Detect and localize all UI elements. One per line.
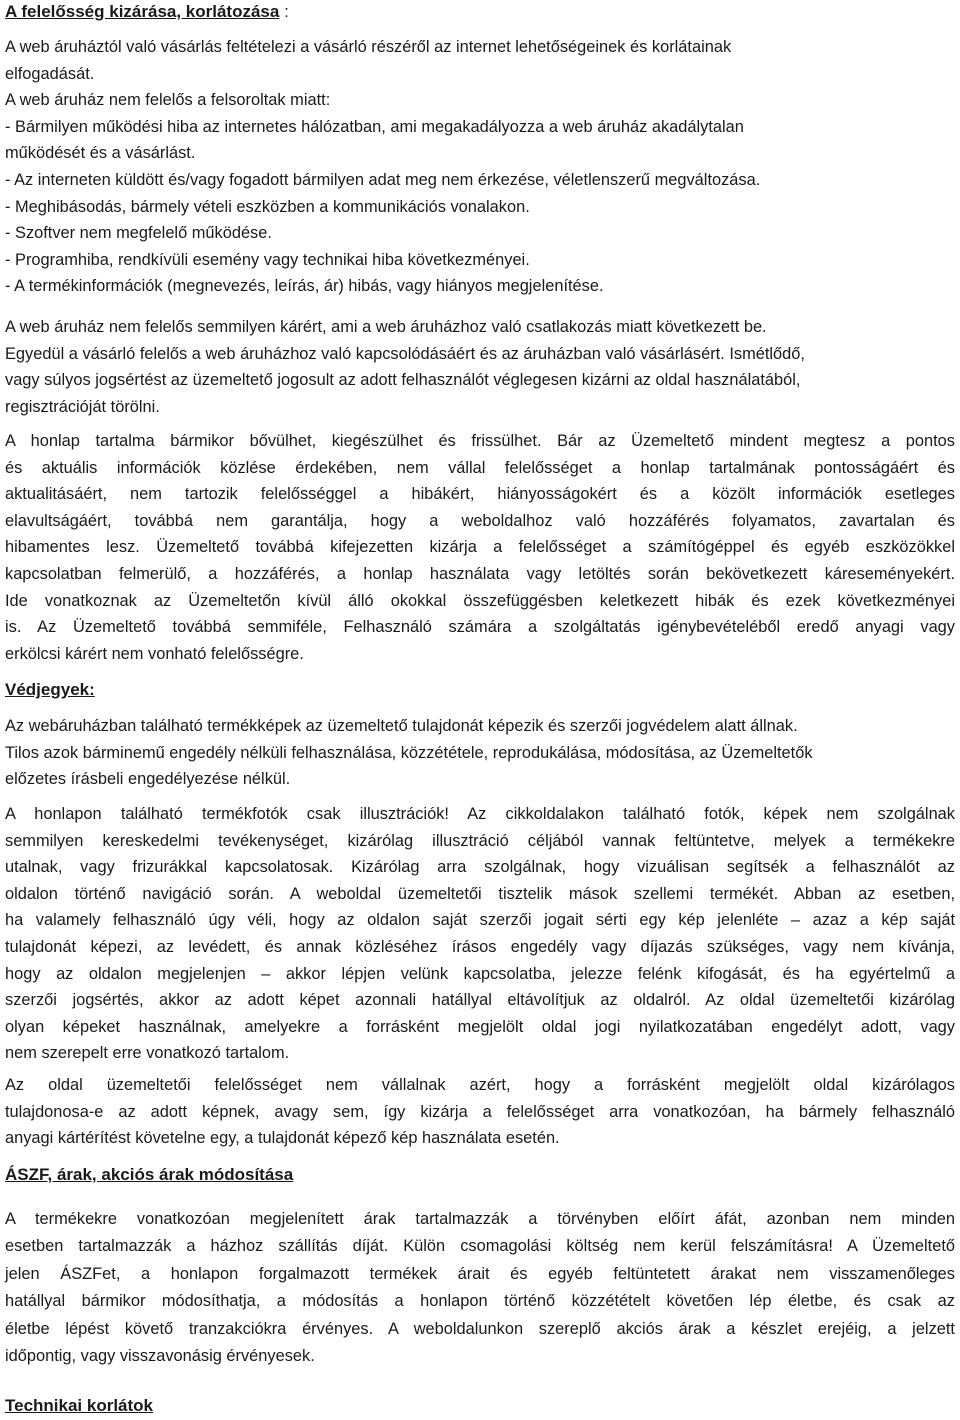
- section-heading-trademarks: [5, 680, 95, 700]
- text-line: hogy az oldalon megjelenjen – akkor lépjen velünk kapcsolatba, jelezze felénk kifogását, és ha egyértelmű a: [5, 964, 955, 983]
- text-line: ha valamely felhasználó úgy véli, hogy az oldalon saját szerzői jogait sérti egy kép jelenléte – azaz a kép saját: [5, 911, 955, 930]
- list-item: - Bármilyen működési hiba az internetes hálózatban, ami megakadályozza a web áruház akadálytalan: [5, 117, 744, 136]
- prices-paragraph: [5, 1206, 955, 1370]
- text-line: elavultságáért, továbbá nem garantálja, hogy a weboldalhoz való hozzáférés folyamatos, zavartalan és: [5, 511, 955, 530]
- text-line: jelen ÁSZFet, a honlapon forgalmazott termékek árait és egyéb feltüntetett árakat nem visszamenőleges: [5, 1264, 955, 1283]
- text-line: A termékekre vonatkozóan megjelenített árak tartalmazzák a törvényben előírt áfát, azonban nem minden: [5, 1210, 955, 1228]
- text-line: is. Az Üzemeltető továbbá semmiféle, Felhasználó számára a szolgáltatás igénybevételéből eredő anyagi vagy: [5, 618, 955, 637]
- list-item: - Az interneten küldött és/vagy fogadott bármilyen adat meg nem érkezése, véletlenszerű megváltozása.: [5, 170, 761, 189]
- heading-text: A felelősség kizárása, korlátozása: [5, 2, 280, 21]
- heading-text: ÁSZF, árak, akciós árak módosítása: [5, 1165, 294, 1184]
- text-line: tulajdonosa-e az adott képnek, avagy sem, így kizárja a felelősséget arra vonatkozóan, ha bármely felhasználó: [5, 1102, 955, 1121]
- text-line: előzetes írásbeli engedélyezése nélkül.: [5, 770, 291, 789]
- text-line: tulajdonát képezi, az levédett, és annak közléséhez írásos engedély vagy díjazás szükséges, vagy nem kívánja,: [5, 937, 955, 956]
- text-line: Az webáruházban található termékképek az üzemeltető tulajdonát képezik és szerzői jogvédelem alatt állnak.: [5, 717, 798, 735]
- text-line: regisztrációját törölni.: [5, 397, 160, 416]
- ownership-paragraph: [5, 1072, 955, 1152]
- text-line: oldalon történő navigáció során. A weboldal üzemeltetői tisztelik mások szellemi termékét. Abban az esetben,: [5, 884, 955, 903]
- text-line: esetben tartalmazzák a házhoz szállítás díját. Külön csomagolási költség nem kerül felszámításra! A Üzemeltető: [5, 1237, 955, 1256]
- text-line: A web áruház nem felelős semmilyen kárért, ami a web áruházhoz való csatlakozás miatt következett be.: [5, 318, 767, 336]
- section-heading-disclaimer: [5, 2, 289, 22]
- disclaimer-paragraph: [5, 34, 955, 300]
- text-line: semmilyen kereskedelmi tevékenységet, kizárólag illusztráció céljából vannak feltüntetve, melyek a termékekre: [5, 831, 955, 850]
- content-paragraph: [5, 428, 955, 667]
- list-item: - Meghibásodás, bármely vételi eszközben a kommunikációs vonalakon.: [5, 197, 530, 216]
- text-line: működését és a vásárlást.: [5, 144, 196, 163]
- section-heading-terms-prices: [5, 1165, 293, 1185]
- text-line: utalnak, vagy frizurákkal kapcsolatosak. Kizárólag arra szolgálnak, hogy vizuálisan segítsék a felhasználót az: [5, 858, 955, 877]
- text-line: A web áruház nem felelős a felsoroltak miatt:: [5, 91, 331, 110]
- list-item: - A termékinformációk (megnevezés, leírás, ár) hibás, vagy hiányos megjelenítése.: [5, 277, 604, 296]
- trademarks-paragraph: [5, 713, 955, 793]
- text-line: Az oldal üzemeltetői felelősséget nem vállalnak azért, hogy a forrásként megjelölt oldal kizárólagos: [5, 1076, 955, 1094]
- text-line: A honlapon található termékfotók csak illusztrációk! Az cikkoldalakon található fotók, képek nem szolgálnak: [5, 805, 955, 823]
- text-line: Ide vonatkoznak az Üzemeltetőn kívül álló okokkal összefüggésben keletkezett hibák és ezek következményei: [5, 591, 955, 610]
- liability-paragraph: [5, 314, 955, 420]
- text-line: életbe lépést követő tranzakciókra érvényes. A weboldalunkon szereplő akciós árak a készlet erejéig, a jelzett: [5, 1319, 955, 1338]
- text-line: nem szerepelt erre vonatkozó tartalom.: [5, 1044, 290, 1063]
- text-line: erkölcsi kárért nem vonható felelősségre.: [5, 644, 304, 663]
- text-line: elfogadását.: [5, 64, 95, 83]
- photos-paragraph: [5, 801, 955, 1067]
- list-item: - Szoftver nem megfelelő működése.: [5, 224, 272, 243]
- text-line: időpontig, vagy visszavonásig érvényesek.: [5, 1347, 315, 1366]
- text-line: vagy súlyos jogsértést az üzemeltető jogosult az adott felhasználót véglegesen kizárni az oldal használatából,: [5, 371, 801, 390]
- text-line: olyan képeket használnak, amelyekre a forrásként megjelölt oldal jogi nyilatkozatában engedélyt adott, vagy: [5, 1017, 955, 1036]
- text-line: aktualitásáért, nem tartozik felelősséggel a hibákért, hiányosságokért és a közölt információk esetleges: [5, 485, 955, 504]
- text-line: A web áruháztól való vásárlás feltételezi a vásárló részéről az internet lehetőségeinek és korlátainak: [5, 38, 732, 56]
- heading-suffix: :: [279, 2, 289, 21]
- text-line: hibamentes lesz. Üzemeltető továbbá kifejezetten kizárja a felelősséget a számítógéppel és egyéb eszközökkel: [5, 538, 955, 557]
- text-line: Egyedül a vásárló felelős a web áruházhoz való kapcsolódásáért és az áruházban való vásárlásért. Ismétlődő,: [5, 344, 805, 363]
- text-line: kapcsolatban felmerülő, a hozzáférés, a honlap használata vagy letöltés során bekövetkezett káreseményekért.: [5, 564, 955, 583]
- text-line: Tilos azok bárminemű engedély nélküli felhasználása, közzététele, reprodukálása, módosítása, az Üzemeltetők: [5, 743, 813, 762]
- text-line: A honlap tartalma bármikor bővülhet, kiegészülhet és frissülhet. Bár az Üzemeltető mindent megtesz a pontos: [5, 432, 955, 450]
- text-line: anyagi kártérítést követelne egy, a tulajdonát képező kép használata esetén.: [5, 1129, 560, 1148]
- text-line: hatállyal bármikor módosíthatja, a módosítás a honlapon történő közzétételt követően lép életbe, és csak az: [5, 1292, 955, 1311]
- text-line: szerzői jogsértés, akkor az adott képet azonnali hatállyal eltávolítjuk az oldalról. Az oldal üzemeltetői kizárólag: [5, 991, 955, 1010]
- heading-text: Védjegyek:: [5, 680, 95, 699]
- heading-text: Technikai korlátok: [5, 1396, 154, 1415]
- section-heading-technical-limits: [5, 1396, 153, 1416]
- list-item: - Programhiba, rendkívüli esemény vagy technikai hiba következményei.: [5, 250, 530, 269]
- text-line: és aktuális információk közlése érdekében, nem vállal felelősséget a honlap tartalmának pontosságáért és: [5, 458, 955, 477]
